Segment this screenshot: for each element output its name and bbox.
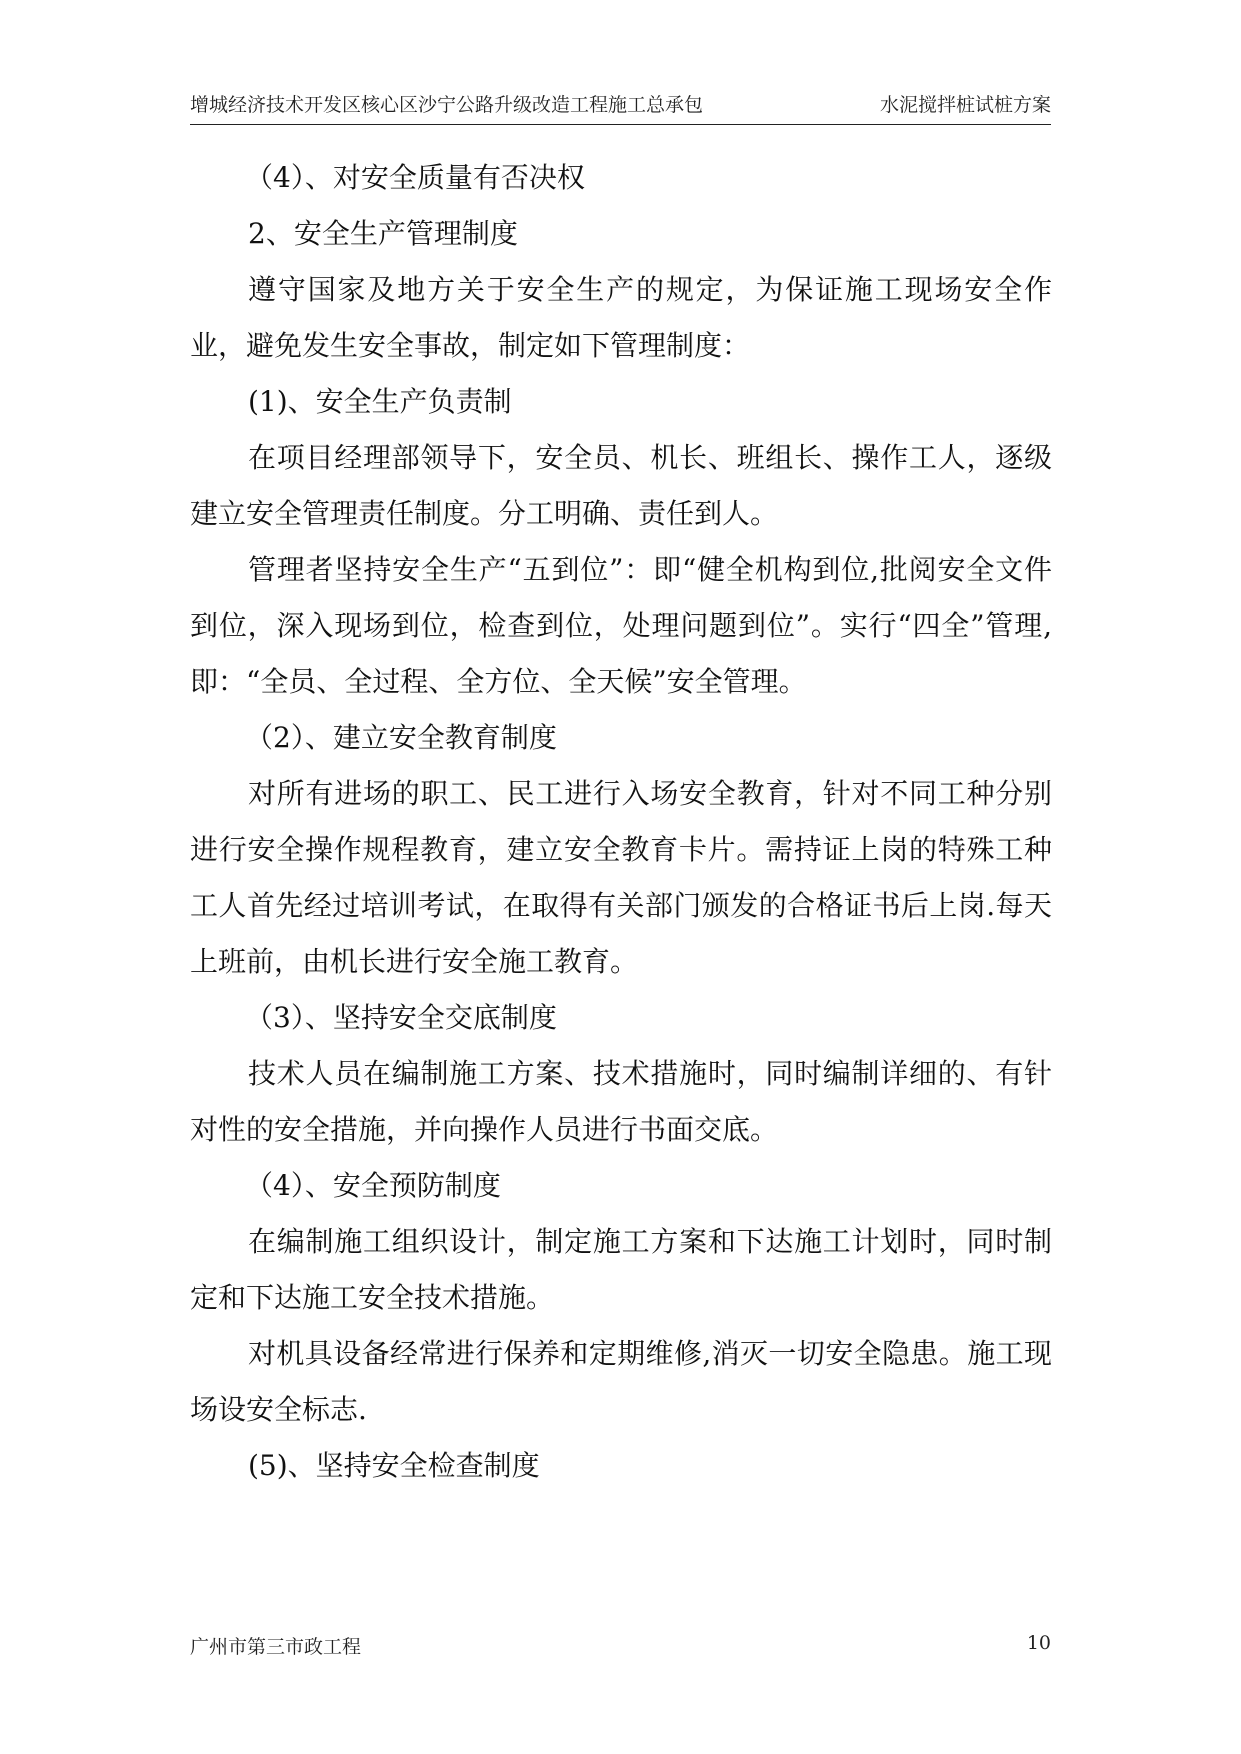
subheading-briefing-system: （3）、坚持安全交底制度: [245, 1001, 557, 1034]
footer-company: 广州市第三市政工程: [190, 1636, 362, 1658]
header-project-title: 增城经济技术开发区核心区沙宁公路升级改造工程施工总承包: [190, 94, 704, 116]
paragraph-briefing: 技术人员在编制施工方案、技术措施时，同时编制详细的、有针对性的安全措施，并向操作人员进行书面交底。: [190, 1057, 1052, 1146]
subheading-education-system: （2）、建立安全教育制度: [245, 721, 557, 754]
subheading-responsibility-system: (1)、安全生产负责制: [248, 385, 512, 418]
paragraph-intro: 遵守国家及地方关于安全生产的规定，为保证施工现场安全作业，避免发生安全事故，制定如下管理制度：: [190, 273, 1052, 362]
paragraph-five-in-place: 管理者坚持安全生产“五到位”：即“健全机构到位,批阅安全文件到位，深入现场到位，检查到位，处理问题到位”。实行“四全”管理,即：“全员、全过程、全方位、全天候”安全管理。: [190, 553, 1052, 698]
page-number: 10: [1026, 1632, 1051, 1654]
paragraph-prevention: 在编制施工组织设计，制定施工方案和下达施工计划时，同时制定和下达施工安全技术措施。: [190, 1225, 1052, 1314]
header-document-title: 水泥搅拌桩试桩方案: [879, 94, 1051, 116]
paragraph-maintenance: 对机具设备经常进行保养和定期维修,消灭一切安全隐患。施工现场设安全标志.: [190, 1337, 1052, 1426]
document-body: [190, 150, 1052, 1494]
paragraph-education: 对所有进场的职工、民工进行入场安全教育，针对不同工种分别进行安全操作规程教育，建立安全教育卡片。需持证上岗的特殊工种工人首先经过培训考试，在取得有关部门颁发的合格证书后上岗.每天上班前，由机长进行安全施工教育。: [190, 777, 1052, 978]
page-header: [190, 88, 1051, 125]
subheading-inspection-system: (5)、坚持安全检查制度: [248, 1449, 540, 1482]
subheading-prevention-system: （4）、安全预防制度: [245, 1169, 501, 1202]
item-veto-power: （4）、对安全质量有否决权: [245, 161, 585, 194]
section-heading-safety-management: 2、安全生产管理制度: [248, 217, 518, 250]
paragraph-responsibility: 在项目经理部领导下，安全员、机长、班组长、操作工人，逐级建立安全管理责任制度。分工明确、责任到人。: [190, 441, 1052, 530]
